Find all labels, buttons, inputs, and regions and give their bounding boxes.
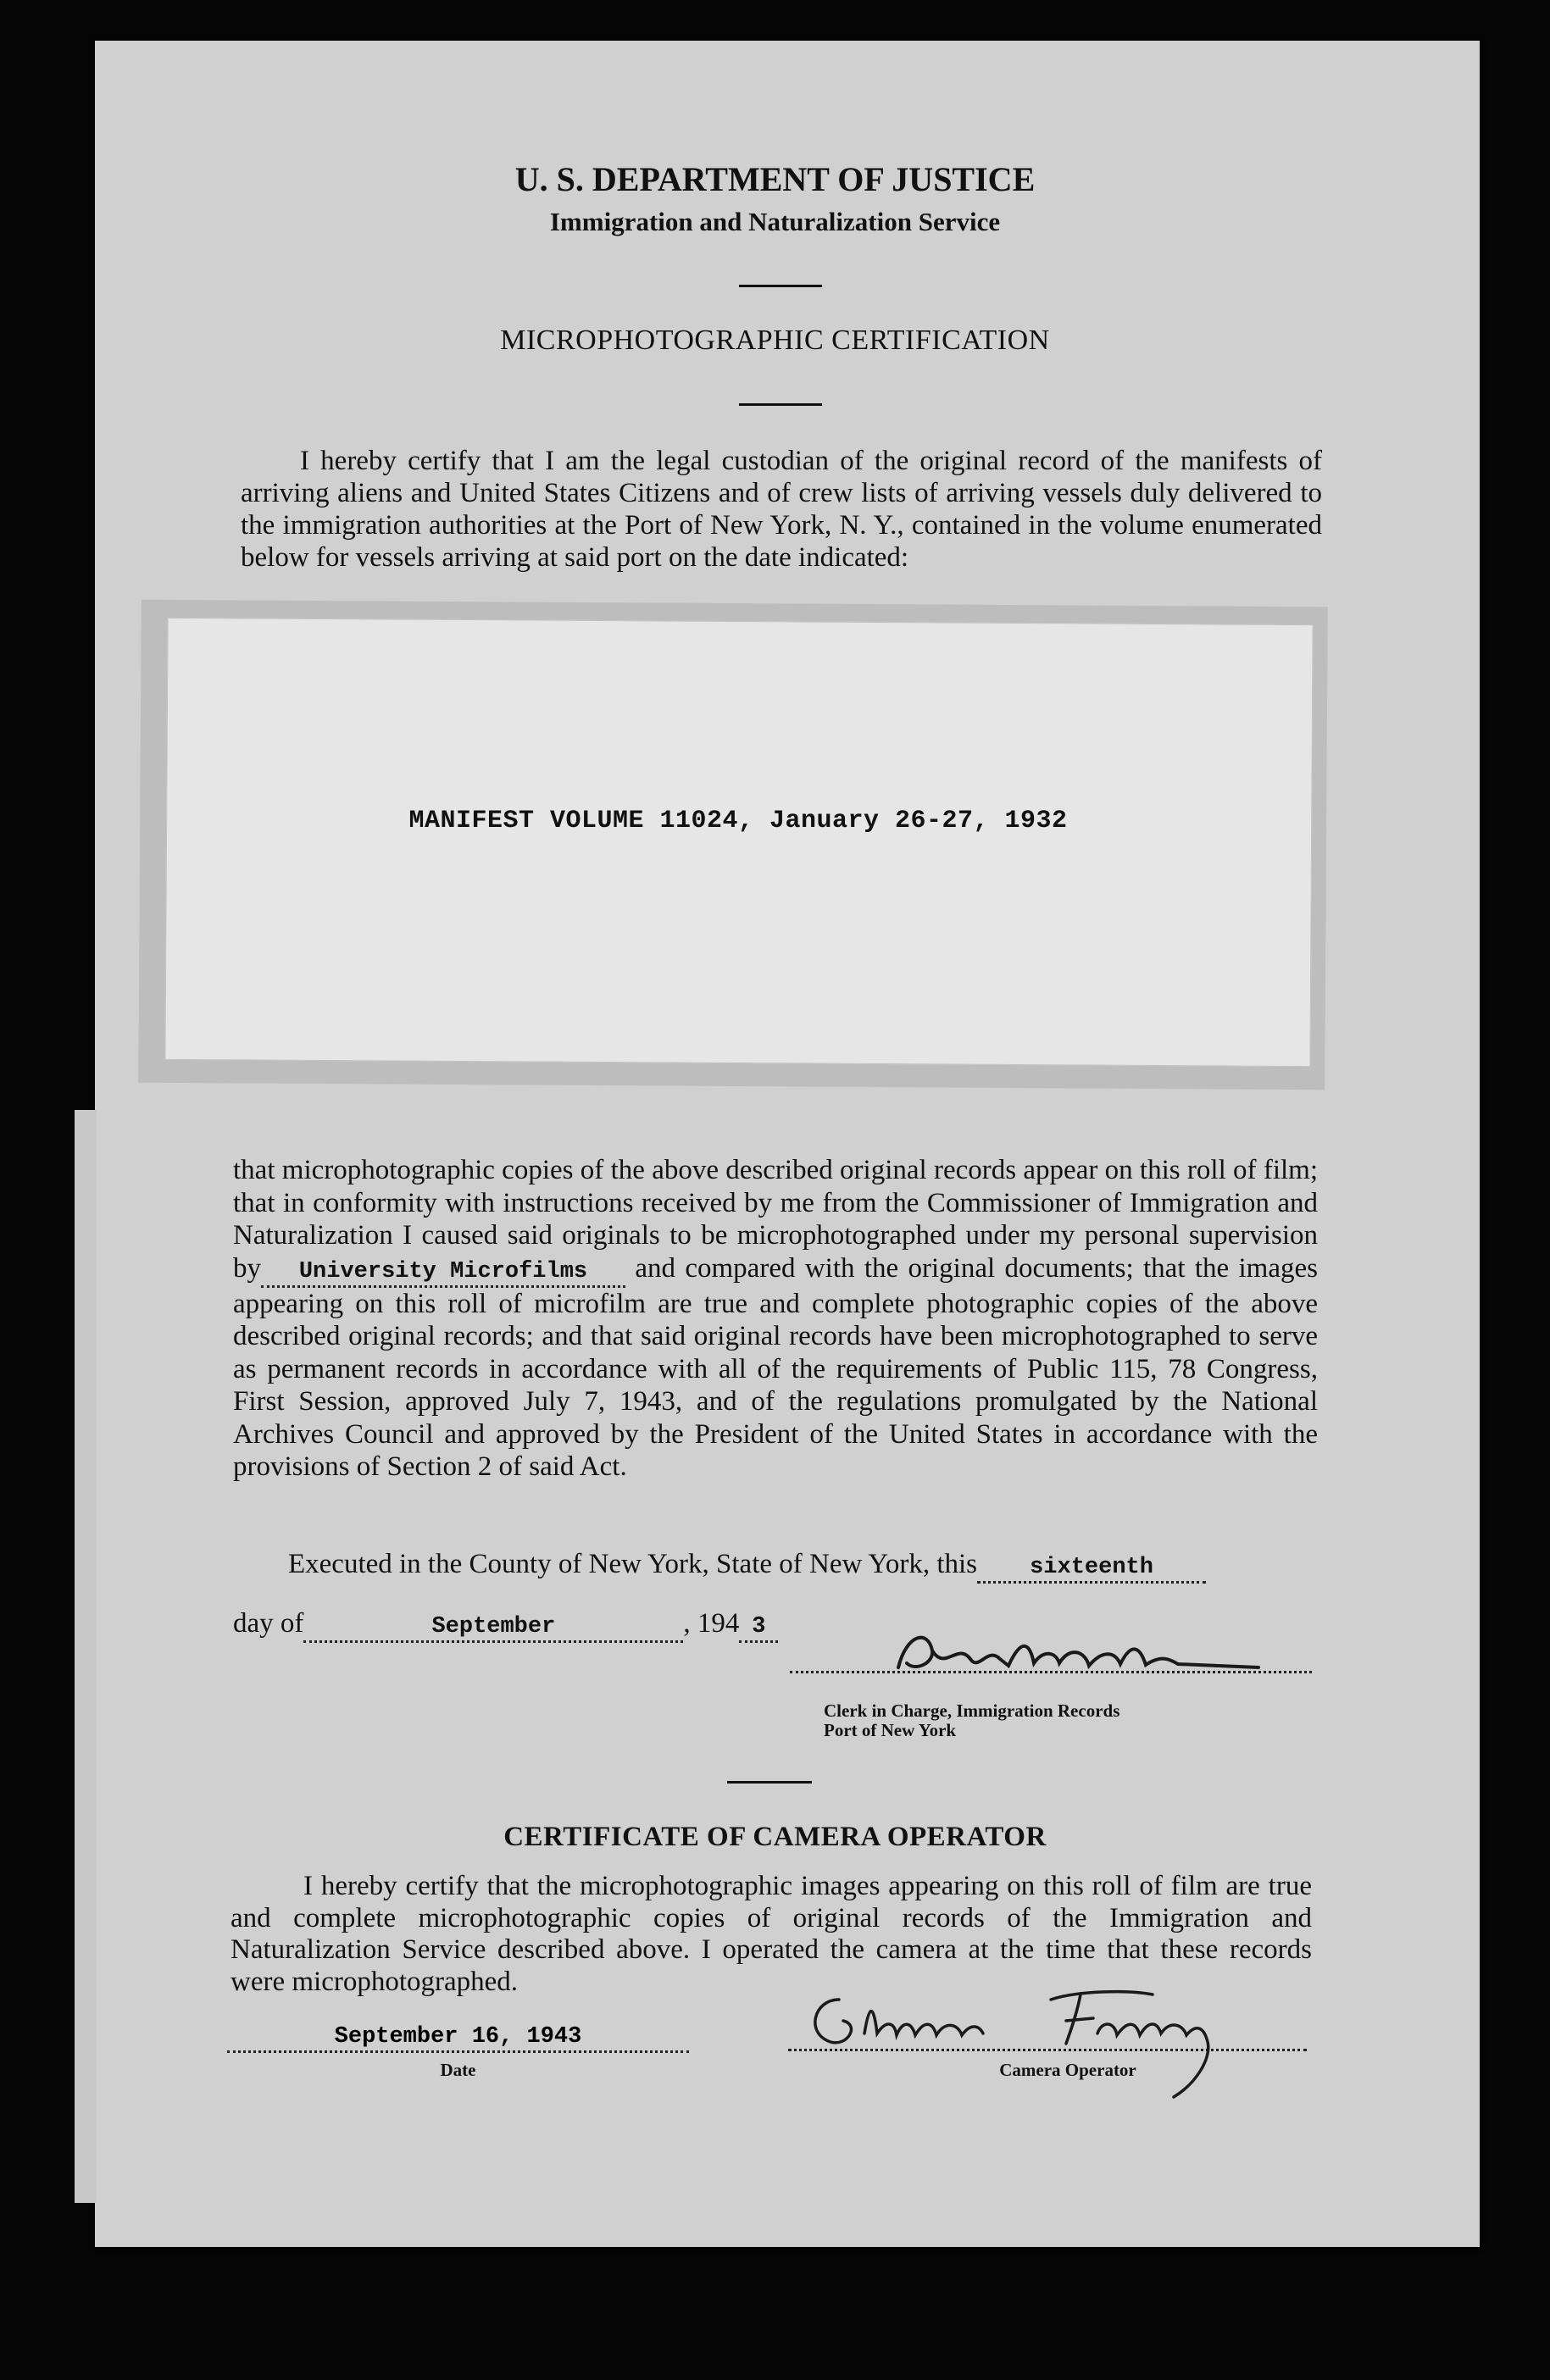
camera-operator-label: Camera Operator bbox=[999, 2060, 1136, 2080]
month-field: September bbox=[303, 1613, 683, 1643]
camera-date-field: September 16, 1943 bbox=[227, 2023, 689, 2053]
camera-certificate-text: I hereby certify that the microphotographic images appearing on this roll of film are true and complete microphotographic copies of original records of the Immigration and Naturalization Service described above. I operated the camera at the time that these records were microphotographed. bbox=[231, 1871, 1312, 1997]
body-text-part2: and compared with the original documents; that the images appearing on this roll of microfilm are true and complete photographic copies of the above described original records; and that said original records have been microphotographed to serve as permanent records in accordance with all of the requirements of Public 115, 78 Congress, First Session, approved July 7, 1943, and of the regulations promulgated by the National Archives Council and approved by the President of the United States in accordance with the provisions of Section 2 of said Act. bbox=[233, 1252, 1318, 1482]
clerk-title-line2: Port of New York bbox=[824, 1720, 957, 1740]
camera-operator-signature bbox=[797, 1983, 1271, 2101]
day-of-line bbox=[233, 1608, 778, 1643]
body-text-part1: that microphotographic copies of the above described original records appear on this roll of film; that in conformity with instructions received by me from the Commissioner of Immigration and Naturalization I caused said originals to be microphotographed under my personal supervision by bbox=[233, 1155, 1318, 1284]
intro-paragraph: I hereby certify that I am the legal custodian of the original record of the manifests of arriving aliens and United States Citizens and of crew lists of arriving vessels duly delivered to the immigration authorities at the Port of New York, N. Y., contained in the volume enumerated below for vessels arriving at said port on the date indicated: bbox=[241, 446, 1322, 573]
service-subtitle: Immigration and Naturalization Service bbox=[549, 207, 1001, 236]
certification-title: MICROPHOTOGRAPHIC CERTIFICATION bbox=[500, 325, 1050, 356]
divider-rule bbox=[739, 285, 822, 287]
clerk-title-line1: Clerk in Charge, Immigration Records bbox=[824, 1700, 1120, 1721]
day-of-label: day of bbox=[233, 1608, 304, 1639]
page-edge bbox=[75, 1110, 97, 2203]
divider-rule bbox=[739, 403, 822, 406]
year-prefix: , 194 bbox=[683, 1608, 740, 1639]
filmed-by-field: University Microfilms bbox=[261, 1258, 625, 1288]
clerk-signature bbox=[881, 1625, 1288, 1693]
execution-day-field: sixteenth bbox=[977, 1554, 1206, 1584]
divider-rule bbox=[727, 1781, 812, 1784]
body-paragraph bbox=[233, 1154, 1318, 1484]
department-title: U. S. DEPARTMENT OF JUSTICE bbox=[514, 160, 1036, 198]
year-digit-field: 3 bbox=[739, 1613, 778, 1643]
camera-certificate-title: CERTIFICATE OF CAMERA OPERATOR bbox=[503, 1822, 1047, 1852]
volume-slip-text: MANIFEST VOLUME 11024, January 26-27, 1932 bbox=[408, 807, 1068, 835]
volume-slip bbox=[164, 618, 1313, 1067]
execution-line bbox=[288, 1549, 1206, 1584]
execution-prefix: Executed in the County of New York, State of New York, this bbox=[288, 1549, 978, 1579]
date-label: Date bbox=[440, 2060, 476, 2080]
clerk-title bbox=[824, 1701, 1119, 1740]
